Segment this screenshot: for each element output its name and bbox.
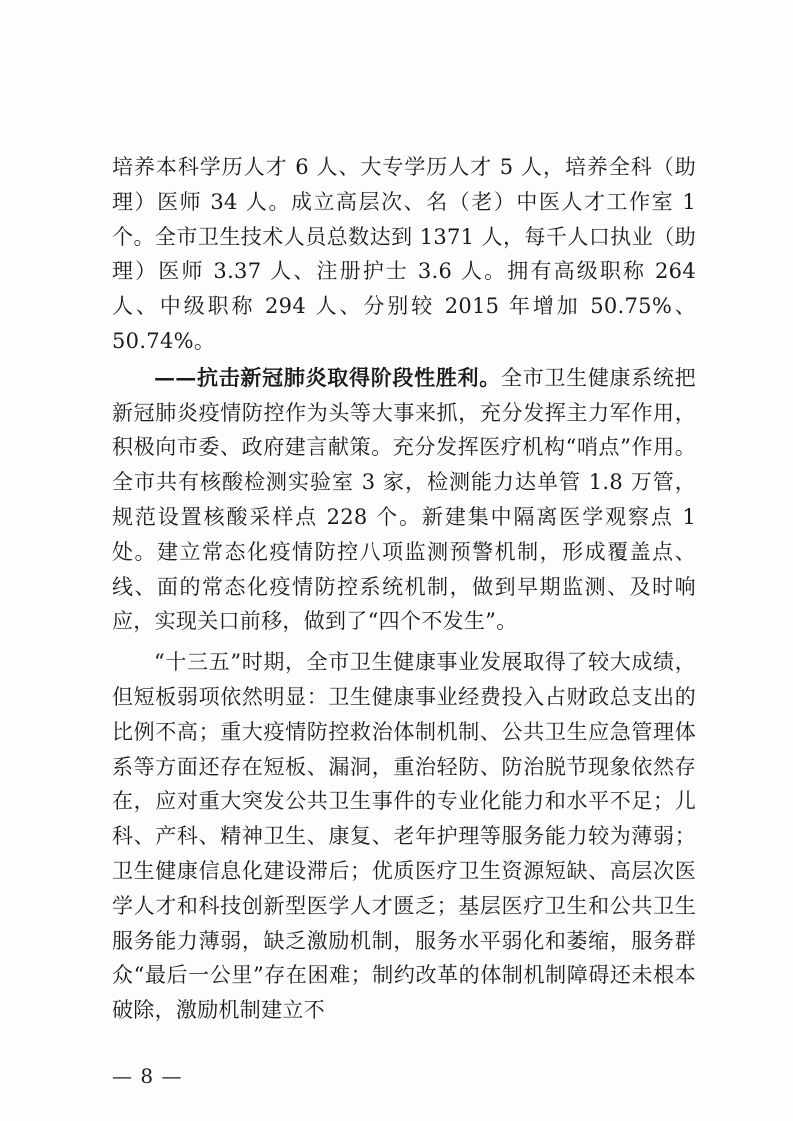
paragraph-talent-stats: 培养本科学历人才 6 人、大专学历人才 5 人，培养全科（助理）医师 34 人。成立高层次、名（老）中医人才工作室 1 个。全市卫生技术人员总数达到 1371 人，每千人口执业（助理）医师 3.37 人、注册护士 3.6 人。拥有高级职称 264 人、中级职称 294 人、分别较 2015 年增加 50.75%、50.74%。 [112, 155, 696, 353]
page-number: — 8 — [112, 1064, 183, 1088]
paragraph-covid-response [112, 361, 696, 639]
paragraph-shortcomings: “十三五”时期，全市卫生健康事业发展取得了较大成绩，但短板弱项依然明显：卫生健康事业经费投入占财政总支出的比例不高；重大疫情防控救治体制机制、公共卫生应急管理体系等方面还存在短板、漏洞，重治轻防、防治脱节现象依然存在，应对重大突发公共卫生事件的专业化能力和水平不足；儿科、产科、精神卫生、康复、老年护理等服务能力较为薄弱；卫生健康信息化建设滞后；优质医疗卫生资源短缺、高层次医学人才和科技创新型医学人才匮乏；基层医疗卫生和公共卫生服务能力薄弱，缺乏激励机制，服务水平弱化和萎缩，服务群众“最后一公里”存在困难；制约改革的体制机制障碍还未根本破除，激励机制建立不 [112, 650, 696, 1023]
paragraph-covid-body: 全市卫生健康系统把新冠肺炎疫情防控作为头等大事来抓，充分发挥主力军作用，积极向市委、政府建言献策。充分发挥医疗机构“哨点”作用。全市共有核酸检测实验室 3 家，检测能力达单管 1.8 万管，规范设置核酸采样点 228 个。新建集中隔离医学观察点 1 处。建立常态化疫情防控八项监测预警机制，形成覆盖点、线、面的常态化疫情防控系统机制，做到早期监测、及时响应，实现关口前移，做到了“四个不发生”。 [112, 365, 696, 634]
document-body [112, 150, 696, 1028]
section-lead-heading: ——抗击新冠肺炎取得阶段性胜利。 [154, 364, 501, 390]
